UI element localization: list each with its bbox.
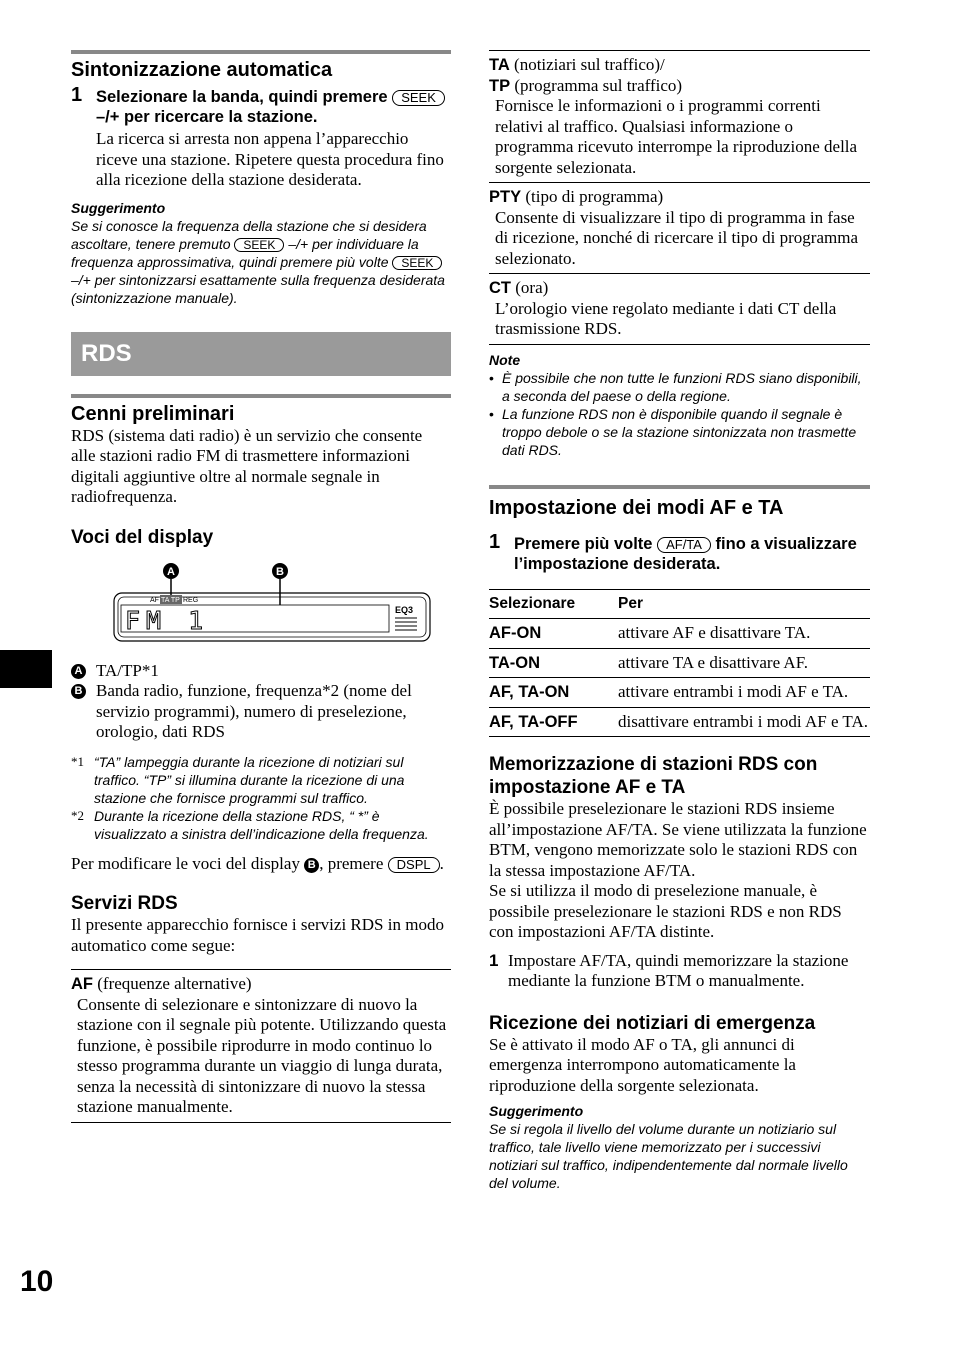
note-block: [489, 351, 870, 459]
def-ta-tp-desc: Fornisce le informazioni o i programmi correnti relativi al traffico. Qualsiasi informazione o programma ricevuto interrompe la riproduzione della sorgente selezionata.: [495, 96, 858, 177]
services-body: Il presente apparecchio fornisce i servizi RDS in modo automatico come segue:: [71, 915, 444, 955]
tip-text-a: Se si conosce la frequenza della stazione che si desidera ascoltare, tenere premuto: [71, 217, 427, 252]
lcd-eq-bars-icon: [395, 618, 417, 630]
note-item: [489, 405, 870, 459]
step-number: 1: [489, 530, 501, 553]
def-ct-term: CT: [489, 279, 511, 297]
services-def-list: [71, 969, 451, 1123]
legend-b: [71, 681, 451, 743]
step-body: La ricerca si arresta non appena l’apparecchio riceve una stazione. Ripetere questa procedura fino alla ricezione della stazione desiderata.: [96, 129, 444, 189]
def-ta-paren: (notiziari sul traffico)/: [514, 55, 665, 74]
note-heading: Note: [489, 351, 521, 368]
step-title-text-2: fino a visualizzare l’impostazione desiderata.: [514, 534, 857, 573]
footnotes: [71, 753, 451, 843]
step-title-text: Premere più volte: [514, 534, 653, 553]
step-title: [96, 87, 451, 127]
emergency-body: Se è attivato il modo AF o TA, gli annunci di emergenza interrompono automaticamente la riproduzione della sorgente selezionata.: [489, 1034, 796, 1095]
emergency-section: [489, 1012, 870, 1193]
tip-text: Se si regola il livello del volume durante un notiziario sul traffico, tale livello viene memorizzato per i successivi notiziari sul traffico, indipendentemente dal normale livello del volume.: [489, 1121, 848, 1191]
rds-def-list: [489, 50, 870, 345]
table-cell-key: AF, TA-ON: [489, 678, 618, 708]
overview-section: [71, 394, 451, 508]
memorize-section: [489, 753, 870, 992]
change-display-end: .: [439, 853, 444, 873]
bullet-icon: •: [489, 369, 494, 386]
def-pty-desc: Consente di visualizzare il tipo di programma in fase di ricezione, nonché di ricercare il tipo di programma selezionato.: [495, 207, 858, 268]
memorize-step-text: Impostare AF/TA, quindi memorizzare la stazione mediante la funzione BTM o manualmente.: [508, 950, 849, 990]
rds-banner: RDS: [71, 332, 451, 376]
table-cell-key: AF-ON: [489, 619, 618, 649]
footnote-2-text: Durante la ricezione della stazione RDS, “ *” è visualizzato a sinistra dell’indicazione della frequenza.: [94, 807, 429, 842]
note-item: [489, 369, 870, 405]
table-cell-value: disattivare entrambi i modi AF e TA.: [618, 707, 870, 737]
def-tp-term: TP: [489, 76, 511, 95]
auto-tune-step: [71, 84, 451, 191]
step-title-text-2: –/+ per ricercare la stazione.: [96, 108, 318, 126]
memorize-p1: È possibile preselezionare le stazioni RDS insieme all’impostazione AF/TA. Se viene utilizzata la funzione BTM, vengono memorizzate solo le stazioni RDS con la stessa impostazione AF/TA.: [489, 799, 867, 880]
footnote-1-text: “TA” lampeggia durante la ricezione di notiziari sul traffico. “TP” si illumina durante la ricezione di una stazione che fornisce programmi sul traffico.: [94, 753, 405, 806]
table-cell-key: TA-ON: [489, 648, 618, 678]
seek-button-label: SEEK: [392, 90, 445, 106]
af-ta-title: Impostazione dei modi AF e TA: [489, 496, 784, 519]
table-row: [489, 678, 870, 708]
emergency-title: Ricezione dei notiziari di emergenza: [489, 1012, 816, 1034]
emergency-tip: [489, 1102, 870, 1192]
change-display-text: [71, 854, 451, 875]
tip-heading: Suggerimento: [489, 1103, 584, 1119]
auto-tune-section: [71, 50, 451, 307]
lcd-indicator-reg: REG: [183, 596, 199, 604]
right-column: [489, 50, 870, 1192]
callout-b-marker: B: [304, 858, 319, 873]
lcd-indicator-tatp: TA TP: [161, 596, 180, 604]
section-tab-marker: [0, 650, 52, 688]
table-row: [489, 619, 870, 649]
table-row: [489, 648, 870, 678]
callout-a-label: A: [167, 565, 175, 578]
table-header-row: [489, 589, 870, 619]
note-item-text: La funzione RDS non è disponibile quando il segnale è troppo debole o se la stazione sintonizzata non trasmette dati RDS.: [502, 405, 857, 458]
change-display-text-a: Per modificare le voci del display: [71, 853, 300, 873]
step-title: [514, 534, 870, 574]
af-ta-section: [489, 485, 870, 738]
def-ct-paren: (ora): [515, 278, 549, 297]
footnote-1-mark: *1: [71, 753, 84, 769]
legend-a-text: TA/TP*1: [96, 660, 159, 680]
auto-tune-title: Sintonizzazione automatica: [71, 59, 333, 81]
tip-block: [71, 199, 451, 307]
seek-button-label: SEEK: [392, 256, 442, 270]
memorize-p2: Se si utilizza il modo di preselezione manuale, è possibile preselezionare le stazioni RDS e non RDS con impostazioni AF/TA distinte.: [489, 881, 842, 941]
services-section: [71, 892, 451, 1123]
tip-text-c: –/+ per sintonizzarsi esattamente sulla frequenza desiderata (sintonizzazione manuale).: [71, 271, 445, 306]
footnote-2: [71, 807, 451, 843]
step-number: 1: [71, 84, 83, 106]
def-ta-term: TA: [489, 56, 510, 74]
dspl-button-label: DSPL: [388, 857, 440, 873]
callout-a-marker: A: [71, 664, 86, 679]
tip-text: [71, 217, 451, 307]
bullet-icon: •: [489, 405, 494, 422]
tip-text-b: –/+ per individuare la frequenza approssimativa, quindi premere più volte: [71, 235, 419, 270]
col-header-for: Per: [618, 589, 870, 619]
def-ct: [489, 274, 870, 345]
display-diagram: [71, 557, 451, 657]
step-title-text: Selezionare la banda, quindi premere: [96, 88, 388, 106]
memorize-title: Memorizzazione di stazioni RDS con impostazione AF e TA: [489, 754, 818, 798]
services-title: Servizi RDS: [71, 893, 178, 914]
legend-a: [71, 661, 451, 682]
def-tp-paren: (programma sul traffico): [514, 75, 683, 95]
def-pty: [489, 183, 870, 274]
def-pty-term: PTY: [489, 188, 522, 206]
def-af-paren: (frequenze alternative): [97, 974, 252, 993]
table-row: [489, 707, 870, 737]
callout-b-marker: B: [71, 684, 86, 699]
footnote-2-mark: *2: [71, 807, 84, 823]
table-cell-key: AF, TA-OFF: [489, 707, 618, 737]
table-cell-value: attivare AF e disattivare TA.: [618, 619, 870, 649]
memorize-step-number: 1: [489, 950, 499, 970]
display-items-section: [71, 526, 451, 875]
def-af-term: AF: [71, 975, 93, 993]
page-number: 10: [20, 1265, 54, 1298]
footnote-1: [71, 753, 451, 807]
note-item-text: È possibile che non tutte le funzioni RDS siano disponibili, a seconda del paese o della regione.: [502, 369, 862, 404]
def-af-desc: Consente di selezionare e sintonizzare di nuovo la stazione con il segnale più potente. Utilizzando questa funzione, è possibile riprodurre in modo continuo lo stesso programma durante un viaggio di lunga durata, senza la necessità di sintonizzare di nuovo la stessa stazione manualmente.: [77, 994, 447, 1116]
table-cell-value: attivare TA e disattivare AF.: [618, 648, 870, 678]
af-ta-step: [489, 530, 870, 574]
table-cell-value: attivare entrambi i modi AF e TA.: [618, 678, 870, 708]
legend-b-text: Banda radio, funzione, frequenza*2 (nome del servizio programmi), numero di preselezione, orologio, dati RDS: [96, 681, 412, 741]
memorize-step: [489, 951, 870, 992]
def-pty-paren: (tipo di programma): [525, 187, 664, 206]
left-column: [71, 50, 451, 1123]
af-ta-button-label: AF/TA: [657, 537, 711, 553]
tip-heading: Suggerimento: [71, 199, 166, 216]
lcd-text: FM 1: [125, 605, 210, 635]
af-ta-table: [489, 589, 870, 738]
display-items-title: Voci del display: [71, 526, 214, 548]
overview-title: Cenni preliminari: [71, 402, 235, 425]
seek-button-label: SEEK: [234, 238, 284, 252]
change-display-text-b: , premere: [319, 853, 384, 873]
overview-body: RDS (sistema dati radio) è un servizio che consente alle stazioni radio FM di trasmettere informazioni digitali aggiuntive oltre al normale segnale in radiofrequenza.: [71, 425, 423, 506]
def-ta-tp: [489, 51, 870, 183]
def-ct-desc: L’orologio viene regolato mediante i dati CT della trasmissione RDS.: [495, 298, 837, 338]
callout-b-label: B: [276, 565, 284, 578]
col-header-select: Selezionare: [489, 589, 618, 619]
lcd-indicator-af: AF: [150, 596, 159, 604]
def-af: [71, 970, 451, 1123]
lcd-eq-label: EQ3: [395, 604, 414, 615]
